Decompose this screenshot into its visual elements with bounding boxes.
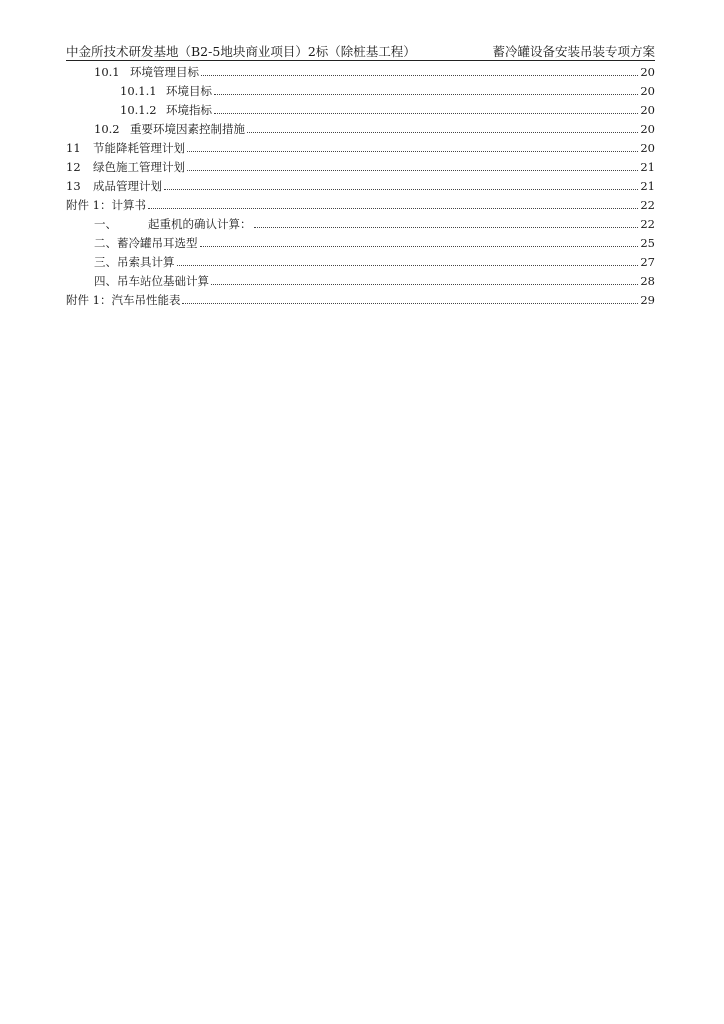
- toc-entry-number: 10.1.1: [120, 84, 157, 98]
- header-project-title: 中金所技术研发基地（B2-5地块商业项目）2标（除桩基工程）: [66, 44, 416, 59]
- toc-entry-page: 20: [640, 84, 655, 98]
- toc-entry[interactable]: [66, 232, 655, 251]
- toc-entry-page: 27: [640, 255, 655, 269]
- toc-dot-leader: [182, 303, 638, 304]
- toc-entry-page: 20: [640, 103, 655, 117]
- toc-entry-page: 28: [640, 274, 655, 288]
- toc-dot-leader: [201, 75, 638, 76]
- toc-entry-page: 20: [640, 141, 655, 155]
- toc-entry-page: 20: [640, 122, 655, 136]
- page-header: [66, 40, 655, 60]
- toc-dot-leader: [177, 265, 639, 266]
- toc-entry-number: 11: [66, 141, 81, 155]
- toc-dot-leader: [214, 94, 638, 95]
- toc-dot-leader: [214, 113, 638, 114]
- toc-dot-leader: [187, 151, 638, 152]
- toc-entry-title: 起重机的确认计算：: [148, 217, 252, 231]
- toc-entry-title: 四、吊车站位基础计算: [94, 274, 209, 288]
- toc-entry-title: 附件 1：汽车吊性能表: [66, 293, 181, 307]
- toc-entry[interactable]: [66, 175, 655, 194]
- toc-entry[interactable]: [66, 270, 655, 289]
- toc-entry-page: 29: [640, 293, 655, 307]
- toc-entry[interactable]: [66, 118, 655, 137]
- toc-entry-title: 重要环境因素控制措施: [130, 122, 245, 136]
- toc-entry-page: 25: [640, 236, 655, 250]
- toc-entry-number: 一、: [94, 217, 117, 231]
- toc-dot-leader: [200, 246, 639, 247]
- toc-entry-number: 10.1: [94, 65, 120, 79]
- toc-entry-page: 20: [640, 65, 655, 79]
- toc-dot-leader: [247, 132, 638, 133]
- table-of-contents: [66, 61, 655, 308]
- toc-entry[interactable]: [66, 156, 655, 175]
- toc-entry[interactable]: [66, 80, 655, 99]
- toc-entry[interactable]: [66, 289, 655, 308]
- toc-dot-leader: [148, 208, 638, 209]
- toc-entry-page: 21: [640, 160, 655, 174]
- toc-dot-leader: [187, 170, 638, 171]
- toc-entry[interactable]: [66, 213, 655, 232]
- toc-entry-title: 成品管理计划: [93, 179, 162, 193]
- toc-entry-title: 二、蓄冷罐吊耳选型: [94, 236, 198, 250]
- toc-entry-title: 环境指标: [166, 103, 212, 117]
- toc-entry-title: 三、吊索具计算: [94, 255, 175, 269]
- toc-dot-leader: [164, 189, 638, 190]
- toc-entry-page: 21: [640, 179, 655, 193]
- toc-dot-leader: [254, 227, 639, 228]
- toc-entry-number: 13: [66, 179, 81, 193]
- toc-entry[interactable]: [66, 194, 655, 213]
- toc-entry-title: 环境目标: [166, 84, 212, 98]
- toc-entry-page: 22: [640, 198, 655, 212]
- toc-entry-page: 22: [640, 217, 655, 231]
- toc-entry-title: 绿色施工管理计划: [93, 160, 185, 174]
- toc-entry[interactable]: [66, 251, 655, 270]
- toc-entry-number: 10.1.2: [120, 103, 157, 117]
- toc-entry-title: 附件 1：计算书: [66, 198, 146, 212]
- toc-entry-title: 节能降耗管理计划: [93, 141, 185, 155]
- toc-entry-title: 环境管理目标: [130, 65, 199, 79]
- toc-entry-number: 10.2: [94, 122, 120, 136]
- toc-entry[interactable]: [66, 61, 655, 80]
- header-document-title: 蓄冷罐设备安装吊装专项方案: [492, 44, 655, 59]
- toc-entry-number: 12: [66, 160, 81, 174]
- toc-entry[interactable]: [66, 99, 655, 118]
- toc-entry[interactable]: [66, 137, 655, 156]
- toc-dot-leader: [211, 284, 638, 285]
